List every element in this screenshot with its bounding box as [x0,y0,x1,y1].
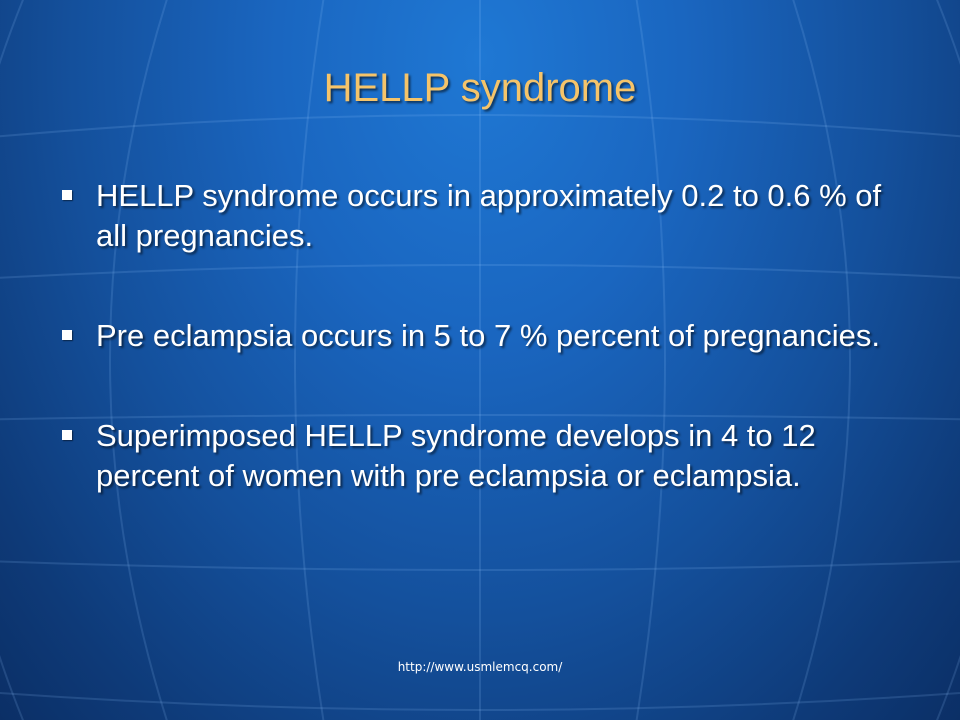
slide-title: HELLP syndrome [323,66,637,110]
bullet-text: Superimposed HELLP syndrome develops in 4 to 12 percent of women with pre eclampsia or eclampsia. [96,418,816,493]
footer-url: http://www.usmlemcq.com/ [397,660,563,674]
bullet-item [60,416,920,496]
bullet-list [60,176,920,556]
bullet-item [60,316,920,356]
square-bullet-icon [62,330,72,340]
bullet-item [60,176,920,256]
bullet-text: HELLP syndrome occurs in approximately 0.2 to 0.6 % of all pregnancies. [96,178,882,253]
square-bullet-icon [62,190,72,200]
bullet-text: Pre eclampsia occurs in 5 to 7 % percent of pregnancies. [96,318,881,353]
square-bullet-icon [62,430,72,440]
